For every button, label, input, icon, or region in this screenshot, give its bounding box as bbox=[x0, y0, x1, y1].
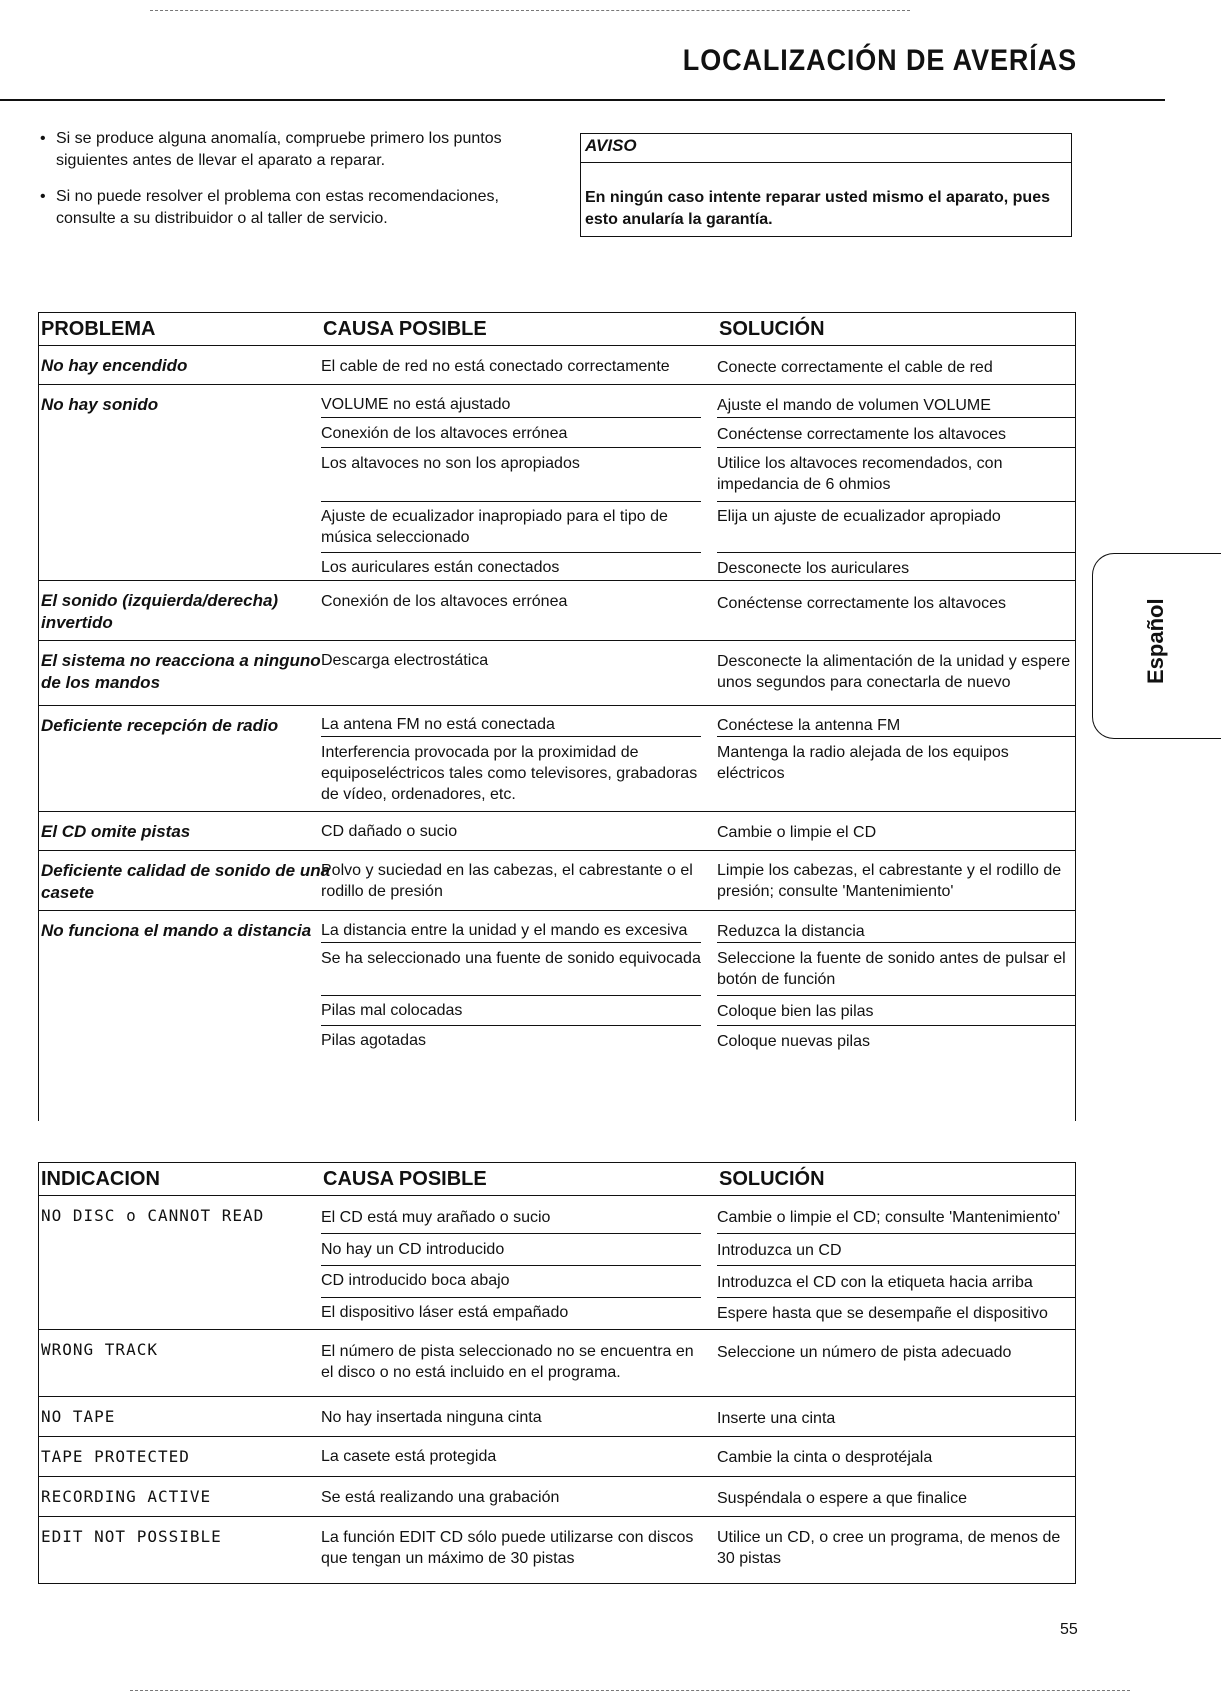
warning-box bbox=[580, 133, 1072, 237]
table-row bbox=[39, 1477, 1075, 1517]
problem-label: El sistema no reacciona a ninguno de los mandos bbox=[41, 651, 321, 692]
cause-cell: Interferencia provocada por la proximidad de equiposeléctricos tales como televisores, grabadoras de vídeo, ordenadores, etc. bbox=[321, 744, 698, 803]
cause-cell: Los auriculares están conectados bbox=[321, 559, 560, 576]
table-row bbox=[39, 385, 1075, 581]
cause-cell: Conexión de los altavoces errónea bbox=[321, 593, 568, 610]
header-solution: SOLUCIÓN bbox=[719, 318, 825, 340]
display-message: EDIT NOT POSSIBLE bbox=[41, 1527, 222, 1546]
display-message: NO TAPE bbox=[41, 1407, 116, 1426]
cause-cell: El dispositivo láser está empañado bbox=[321, 1304, 569, 1321]
scan-artifact-bottom bbox=[130, 1690, 1130, 1691]
table-row bbox=[39, 706, 1075, 812]
solution-cell: Mantenga la radio alejada de los equipos eléctricos bbox=[717, 744, 1009, 782]
cause-cell: VOLUME no está ajustado bbox=[321, 396, 511, 413]
solution-cell: Desconecte los auriculares bbox=[717, 560, 910, 577]
solution-cell: Limpie los cabezas, el cabrestante y el rodillo de presión; consulte 'Mantenimiento' bbox=[717, 862, 1062, 900]
table-header bbox=[39, 312, 1075, 346]
solution-cell: Elija un ajuste de ecualizador apropiado bbox=[717, 508, 1001, 525]
cause-cell: No hay insertada ninguna cinta bbox=[321, 1409, 542, 1426]
header-problem: PROBLEMA bbox=[41, 318, 156, 340]
solution-cell: Utilice un CD, o cree un programa, de menos de 30 pistas bbox=[717, 1529, 1061, 1567]
table-header bbox=[39, 1162, 1075, 1196]
cause-cell: Pilas mal colocadas bbox=[321, 1002, 463, 1019]
problem-label: No hay encendido bbox=[41, 356, 188, 375]
solution-cell: Espere hasta que se desempañe el dispositivo bbox=[717, 1305, 1048, 1322]
cause-cell: La distancia entre la unidad y el mando es excesiva bbox=[321, 922, 688, 939]
display-message: WRONG TRACK bbox=[41, 1340, 158, 1359]
table-row bbox=[39, 1330, 1075, 1397]
problem-label: El sonido (izquierda/derecha) invertido bbox=[41, 591, 279, 632]
language-tab-label: Español bbox=[1143, 598, 1168, 684]
header-cause: CAUSA POSIBLE bbox=[323, 318, 487, 340]
solution-cell: Conecte correctamente el cable de red bbox=[717, 359, 993, 376]
problem-label: El CD omite pistas bbox=[41, 822, 191, 841]
display-message: RECORDING ACTIVE bbox=[41, 1487, 212, 1506]
scan-artifact-top bbox=[150, 10, 910, 11]
solution-cell: Conéctese la antenna FM bbox=[717, 717, 901, 734]
cause-cell: CD introducido boca abajo bbox=[321, 1272, 510, 1289]
table-row bbox=[39, 346, 1075, 385]
solution-cell: Seleccione un número de pista adecuado bbox=[717, 1344, 1012, 1361]
solution-cell: Conéctense correctamente los altavoces bbox=[717, 426, 1007, 443]
header-indication: INDICACION bbox=[41, 1168, 160, 1190]
table-row bbox=[39, 641, 1075, 706]
solution-cell: Seleccione la fuente de sonido antes de pulsar el botón de función bbox=[717, 950, 1066, 988]
solution-cell: Reduzca la distancia bbox=[717, 923, 865, 940]
solution-cell: Utilice los altavoces recomendados, con impedancia de 6 ohmios bbox=[717, 455, 1003, 493]
cause-cell: CD dañado o sucio bbox=[321, 823, 458, 840]
solution-cell: Introduzca el CD con la etiqueta hacia arriba bbox=[717, 1274, 1033, 1291]
title-rule bbox=[0, 99, 1165, 101]
warning-text: En ningún caso intente reparar usted mismo el aparato, pues esto anularía la garantía. bbox=[585, 189, 1050, 228]
header-solution: SOLUCIÓN bbox=[719, 1168, 825, 1190]
table-row bbox=[39, 1517, 1075, 1584]
cause-cell: Descarga electrostática bbox=[321, 652, 489, 669]
problem-label: Deficiente calidad de sonido de una casete bbox=[41, 861, 331, 902]
warning-rule bbox=[581, 162, 1071, 163]
solution-cell: Coloque bien las pilas bbox=[717, 1003, 874, 1020]
table-row bbox=[39, 851, 1075, 911]
problem-label: No hay sonido bbox=[41, 395, 159, 414]
solution-cell: Cambie la cinta o desprotéjala bbox=[717, 1449, 933, 1466]
table-row bbox=[39, 812, 1075, 851]
header-cause: CAUSA POSIBLE bbox=[323, 1168, 487, 1190]
cause-cell: Pilas agotadas bbox=[321, 1032, 426, 1049]
table-row bbox=[39, 1437, 1075, 1477]
solution-cell: Introduzca un CD bbox=[717, 1242, 842, 1259]
cause-cell: Se ha seleccionado una fuente de sonido equivocada bbox=[321, 950, 701, 967]
language-tab bbox=[1092, 553, 1221, 739]
cause-cell: No hay un CD introducido bbox=[321, 1241, 505, 1258]
cause-cell: El cable de red no está conectado correctamente bbox=[321, 358, 670, 375]
page-number: 55 bbox=[1060, 1621, 1078, 1638]
cause-cell: La antena FM no está conectada bbox=[321, 716, 555, 733]
solution-cell: Coloque nuevas pilas bbox=[717, 1033, 870, 1050]
warning-title: AVISO bbox=[585, 136, 637, 155]
page-title: LOCALIZACIÓN DE AVERÍAS bbox=[682, 44, 1077, 77]
intro-bullet-1: • Si se produce alguna anomalía, compruebe primero los puntos siguientes antes de llevar el aparato a reparar. bbox=[38, 128, 518, 172]
intro-bullet-2: • Si no puede resolver el problema con estas recomendaciones, consulte a su distribuidor o al taller de servicio. bbox=[38, 186, 518, 230]
solution-cell: Cambie o limpie el CD; consulte 'Mantenimiento' bbox=[717, 1209, 1061, 1226]
solution-cell: Cambie o limpie el CD bbox=[717, 824, 877, 841]
cause-cell: El CD está muy arañado o sucio bbox=[321, 1209, 551, 1226]
cause-cell: Conexión de los altavoces errónea bbox=[321, 425, 568, 442]
indications-table bbox=[38, 1162, 1076, 1584]
cause-cell: El número de pista seleccionado no se encuentra en el disco o no está incluido en el programa. bbox=[321, 1343, 694, 1381]
table-row bbox=[39, 581, 1075, 641]
cause-cell: Ajuste de ecualizador inapropiado para el tipo de música seleccionado bbox=[321, 508, 668, 546]
cause-cell: La casete está protegida bbox=[321, 1448, 497, 1465]
display-message: TAPE PROTECTED bbox=[41, 1447, 190, 1466]
table-row bbox=[39, 1397, 1075, 1437]
cause-cell: Polvo y suciedad en las cabezas, el cabrestante o el rodillo de presión bbox=[321, 862, 693, 900]
problem-label: Deficiente recepción de radio bbox=[41, 716, 279, 735]
solution-cell: Desconecte la alimentación de la unidad y espere unos segundos para conectarla de nuevo bbox=[717, 653, 1071, 691]
solution-cell: Suspéndala o espere a que finalice bbox=[717, 1490, 967, 1507]
table-row bbox=[39, 1196, 1075, 1330]
cause-cell: La función EDIT CD sólo puede utilizarse con discos que tengan un máximo de 30 pistas bbox=[321, 1529, 694, 1567]
cause-cell: Se está realizando una grabación bbox=[321, 1489, 560, 1506]
solution-cell: Inserte una cinta bbox=[717, 1410, 836, 1427]
problems-table bbox=[38, 312, 1076, 1121]
solution-cell: Ajuste el mando de volumen VOLUME bbox=[717, 397, 991, 414]
problem-label: No funciona el mando a distancia bbox=[41, 921, 312, 940]
cause-cell: Los altavoces no son los apropiados bbox=[321, 455, 580, 472]
solution-cell: Conéctense correctamente los altavoces bbox=[717, 595, 1007, 612]
intro-notes bbox=[38, 128, 518, 244]
display-message: NO DISC o CANNOT READ bbox=[41, 1206, 265, 1225]
table-row bbox=[39, 911, 1075, 1121]
